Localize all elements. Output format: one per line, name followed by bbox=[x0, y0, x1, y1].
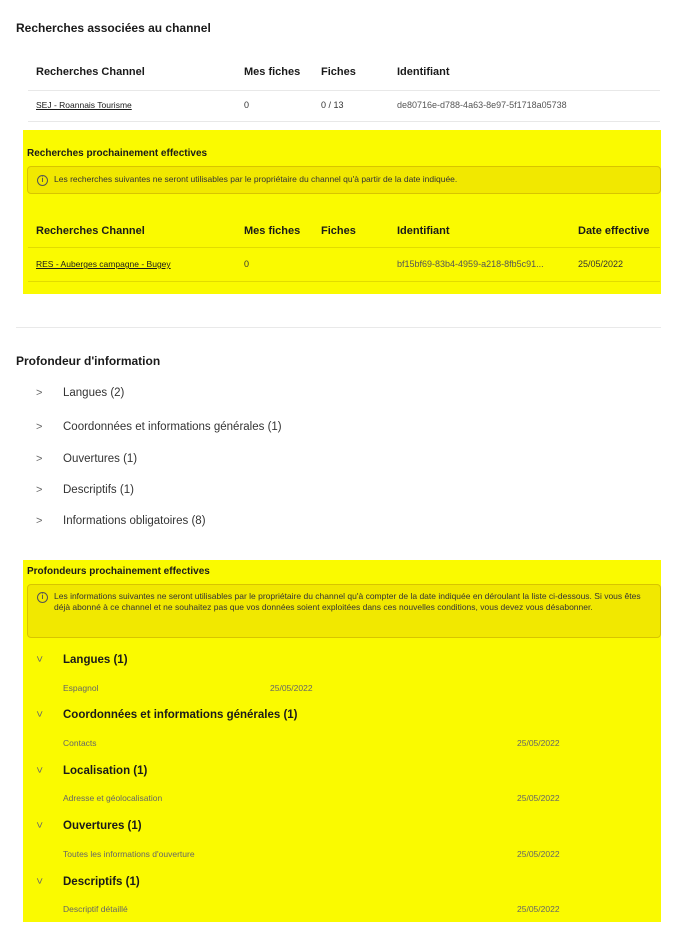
table-divider bbox=[28, 281, 660, 282]
chevron-down-icon: > bbox=[33, 655, 46, 663]
identifiant-value: de80716e-d788-4a63-8e97-5f1718a05738 bbox=[397, 100, 567, 110]
group-entry-date: 25/05/2022 bbox=[517, 738, 560, 748]
group-entry-date: 25/05/2022 bbox=[517, 849, 560, 859]
fiches-value: 0 / 13 bbox=[321, 100, 344, 110]
header-fiches: Fiches bbox=[321, 66, 356, 78]
group-entry-date: 25/05/2022 bbox=[270, 683, 313, 693]
notice-text: Les informations suivantes ne seront utilisables par le propriétaire du channel qu'à compter de la date indiquée en déroulant la liste ci-dessous. Si vous êtes déjà abonné à ce channel et ne souhaitez pas que vos données soient exploitées dans ces nouvelles conditions, vous devez vous désabonner. bbox=[54, 591, 641, 612]
chevron-right-icon: > bbox=[36, 515, 43, 527]
header-mes-fiches: Mes fiches bbox=[244, 66, 301, 78]
accordion-label: Coordonnées et informations générales (1) bbox=[63, 421, 282, 433]
notice-text: Les recherches suivantes ne seront utilisables par le propriétaire du channel qu'à partir de la date indiquée. bbox=[54, 174, 458, 184]
header-fiches: Fiches bbox=[321, 225, 356, 237]
group-title: Localisation (1) bbox=[63, 765, 148, 777]
group-entry-date: 25/05/2022 bbox=[517, 793, 560, 803]
group-entry: Contacts bbox=[63, 738, 97, 748]
chevron-right-icon: > bbox=[36, 484, 43, 496]
section-title-searches: Recherches associées au channel bbox=[16, 21, 211, 35]
upcoming-depth-title: Profondeurs prochainement effectives bbox=[27, 566, 210, 577]
group-entry: Adresse et géolocalisation bbox=[63, 793, 163, 803]
group-title: Langues (1) bbox=[63, 654, 128, 666]
mes-fiches-value: 0 bbox=[244, 100, 250, 110]
upcoming-depth-notice bbox=[27, 584, 661, 638]
chevron-down-icon: > bbox=[33, 877, 46, 885]
section-title-depth: Profondeur d'information bbox=[16, 354, 161, 368]
group-entry: Toutes les informations d'ouverture bbox=[63, 849, 195, 859]
accordion-label: Ouvertures (1) bbox=[63, 453, 138, 465]
upcoming-search-link[interactable]: RES - Auberges campagne - Bugey bbox=[36, 259, 171, 269]
upcoming-searches-title: Recherches prochainement effectives bbox=[27, 148, 208, 159]
info-icon: i bbox=[37, 175, 48, 186]
search-link[interactable]: SEJ - Roannais Tourisme bbox=[36, 100, 132, 110]
chevron-down-icon: > bbox=[33, 710, 46, 718]
table-divider bbox=[28, 121, 660, 122]
chevron-right-icon: > bbox=[36, 387, 43, 399]
chevron-down-icon: > bbox=[33, 766, 46, 774]
header-recherches-channel: Recherches Channel bbox=[36, 66, 145, 78]
table-divider bbox=[28, 247, 660, 248]
chevron-right-icon: > bbox=[36, 453, 43, 465]
mes-fiches-value: 0 bbox=[244, 259, 250, 269]
identifiant-value: bf15bf69-83b4-4959-a218-8fb5c91... bbox=[397, 259, 544, 269]
accordion-label: Langues (2) bbox=[63, 387, 125, 399]
header-identifiant: Identifiant bbox=[397, 66, 450, 78]
table-divider bbox=[28, 90, 660, 91]
header-date-effective: Date effective bbox=[578, 225, 650, 237]
header-mes-fiches: Mes fiches bbox=[244, 225, 301, 237]
section-divider bbox=[16, 327, 661, 328]
group-title: Descriptifs (1) bbox=[63, 876, 140, 888]
group-entry: Espagnol bbox=[63, 683, 99, 693]
accordion-label: Informations obligatoires (8) bbox=[63, 515, 206, 527]
group-title: Coordonnées et informations générales (1) bbox=[63, 709, 298, 721]
info-icon: i bbox=[37, 592, 48, 603]
header-recherches-channel: Recherches Channel bbox=[36, 225, 145, 237]
date-effective-value: 25/05/2022 bbox=[578, 259, 624, 269]
group-entry-date: 25/05/2022 bbox=[517, 904, 560, 914]
upcoming-searches-notice bbox=[27, 166, 661, 194]
group-entry: Descriptif détaillé bbox=[63, 904, 128, 914]
group-title: Ouvertures (1) bbox=[63, 820, 142, 832]
chevron-down-icon: > bbox=[33, 821, 46, 829]
chevron-right-icon: > bbox=[36, 421, 43, 433]
header-identifiant: Identifiant bbox=[397, 225, 450, 237]
accordion-label: Descriptifs (1) bbox=[63, 484, 134, 496]
